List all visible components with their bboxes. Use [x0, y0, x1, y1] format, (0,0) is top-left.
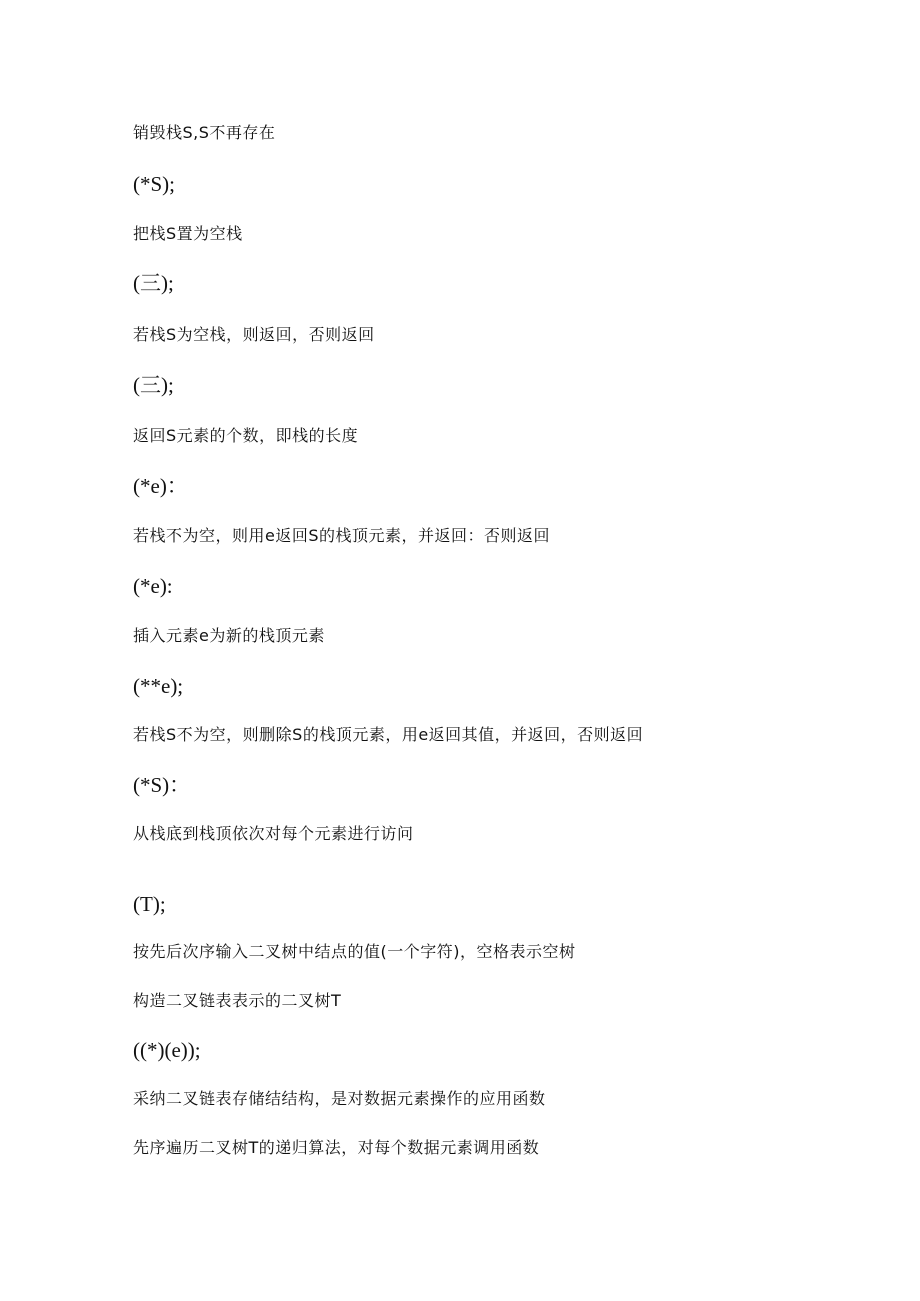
text-line-5: 若栈不为空，则用e返回S的栈顶元素，并返回：否则返回 [133, 526, 551, 545]
code-line-7: (*S)： [133, 773, 191, 797]
code-line-1: (*S); [133, 172, 175, 196]
text-line-11: 采纳二叉链表存储结结构，是对数据元素操作的应用函数 [133, 1089, 546, 1108]
text-line-1: 销毁栈S,S不再存在 [133, 123, 276, 142]
text-line-3: 若栈S为空栈，则返回，否则返回 [133, 325, 375, 344]
text-line-12: 先序遍历二叉树T的递归算法，对每个数据元素调用函数 [133, 1138, 540, 1157]
code-line-6: (**e); [133, 674, 184, 698]
code-line-2: (三); [133, 271, 174, 295]
code-line-3: (三); [133, 373, 174, 397]
code-line-8: (T); [133, 892, 166, 916]
code-line-4: (*e)： [133, 474, 188, 498]
code-line-5: (*e): [133, 574, 173, 598]
text-line-4: 返回S元素的个数，即栈的长度 [133, 426, 359, 445]
text-line-10: 构造二叉链表表示的二叉树T [133, 991, 342, 1010]
text-line-6: 插入元素e为新的栈顶元素 [133, 626, 325, 645]
text-line-7: 若栈S不为空，则删除S的栈顶元素，用e返回其值，并返回，否则返回 [133, 725, 644, 744]
text-line-8: 从栈底到栈顶依次对每个元素进行访问 [133, 824, 414, 843]
code-line-9: ((*)(e)); [133, 1038, 201, 1062]
text-line-2: 把栈S置为空栈 [133, 224, 243, 243]
text-line-9: 按先后次序输入二叉树中结点的值(一个字符)，空格表示空树 [133, 942, 576, 961]
